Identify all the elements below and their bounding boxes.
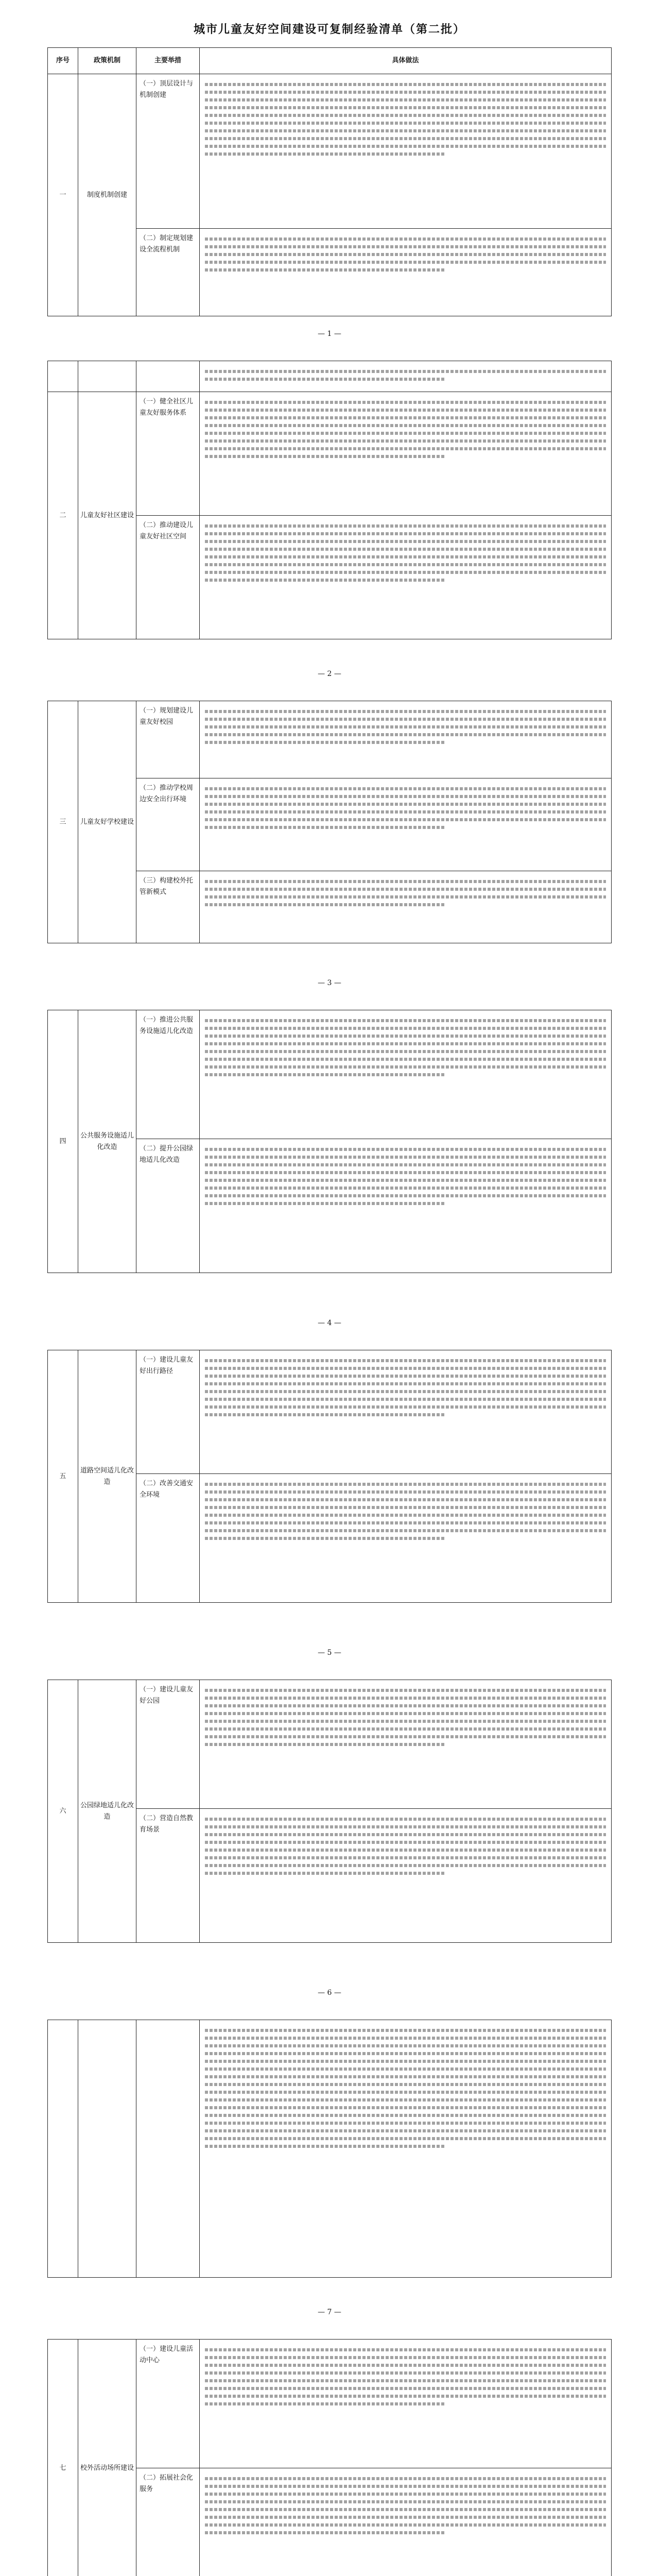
row-measure: （一）建设儿童友好公园: [136, 1680, 200, 1809]
row-description: [200, 1139, 612, 1273]
table-row: [48, 701, 612, 778]
header-measures: 主要举措: [136, 48, 200, 74]
row-category: 儿童友好社区建设: [78, 392, 136, 639]
row-num: 四: [48, 1010, 78, 1273]
row-num: 六: [48, 1680, 78, 1943]
policy-table-page-3: [47, 701, 612, 943]
table-row: [48, 2020, 612, 2278]
table-row: [48, 361, 612, 392]
policy-table-page-7: [47, 2020, 612, 2278]
row-num: 五: [48, 1350, 78, 1603]
page-number: — 7 —: [318, 2308, 341, 2316]
table-row: [48, 1010, 612, 1139]
row-num: 一: [48, 74, 78, 316]
row-measure: （二）提升公园绿地适儿化改造: [136, 1139, 200, 1273]
row-measure: （一）健全社区儿童友好服务体系: [136, 392, 200, 516]
row-category: 公园绿地适儿化改造: [78, 1680, 136, 1943]
policy-table-page-2: [47, 361, 612, 639]
row-measure: （一）建设儿童友好出行路径: [136, 1350, 200, 1474]
row-category: 道路空间适儿化改造: [78, 1350, 136, 1603]
row-description: [200, 1010, 612, 1139]
policy-table-page-4: [47, 1010, 612, 1273]
row-measure: （三）构建校外托管新模式: [136, 871, 200, 943]
row-num: 三: [48, 701, 78, 943]
row-measure: （一）推进公共服务设施适儿化改造: [136, 1010, 200, 1139]
row-description: [200, 516, 612, 639]
table-row: [48, 1680, 612, 1809]
row-category: 公共服务设施适儿化改造: [78, 1010, 136, 1273]
page-number: — 4 —: [318, 1319, 341, 1327]
row-description: [200, 701, 612, 778]
row-description: [200, 361, 612, 392]
page-number: — 6 —: [318, 1989, 341, 1997]
row-measure: （二）推动学校周边安全出行环境: [136, 778, 200, 871]
row-description: [200, 778, 612, 871]
page-number: — 5 —: [318, 1649, 341, 1657]
row-category: 儿童友好学校建设: [78, 701, 136, 943]
row-category: 制度机制创建: [78, 74, 136, 316]
table-row: [48, 392, 612, 516]
row-num: 七: [48, 2340, 78, 2576]
policy-table-page-8: [47, 2339, 612, 2576]
row-measure: （二）拓展社会化服务: [136, 2468, 200, 2576]
row-measure: （二）制定规划建设全流程机制: [136, 229, 200, 316]
row-description: [200, 1474, 612, 1603]
table-row: [48, 1350, 612, 1474]
header-description: 具体做法: [200, 48, 612, 74]
row-num: 二: [48, 392, 78, 639]
row-measure: （二）改善交通安全环境: [136, 1474, 200, 1603]
row-description: [200, 2340, 612, 2468]
header-category: 政策机制: [78, 48, 136, 74]
row-description: [200, 2020, 612, 2278]
policy-table-page-1: [47, 47, 612, 316]
row-description: [200, 392, 612, 516]
row-description: [200, 74, 612, 229]
row-measure: （一）顶层设计与机制创建: [136, 74, 200, 229]
row-measure: （二）推动建设儿童友好社区空间: [136, 516, 200, 639]
row-description: [200, 1680, 612, 1809]
row-measure: （一）规划建设儿童友好校园: [136, 701, 200, 778]
policy-table-page-6: [47, 1680, 612, 1943]
row-description: [200, 871, 612, 943]
policy-table-page-5: [47, 1350, 612, 1603]
page-number: — 1 —: [318, 330, 341, 338]
row-category: 校外活动场所建设: [78, 2340, 136, 2576]
row-measure: （一）建设儿童活动中心: [136, 2340, 200, 2468]
row-measure: （二）营造自然教育场景: [136, 1809, 200, 1943]
document-title: 城市儿童友好空间建设可复制经验清单（第二批）: [193, 23, 465, 36]
row-description: [200, 1350, 612, 1474]
row-description: [200, 2468, 612, 2576]
row-description: [200, 1809, 612, 1943]
row-description: [200, 229, 612, 316]
table-row: [48, 2340, 612, 2468]
table-row: [48, 74, 612, 229]
page-number: — 3 —: [318, 979, 341, 987]
page-number: — 2 —: [318, 670, 341, 678]
header-num: 序号: [48, 48, 78, 74]
table-header-row: [48, 48, 612, 74]
